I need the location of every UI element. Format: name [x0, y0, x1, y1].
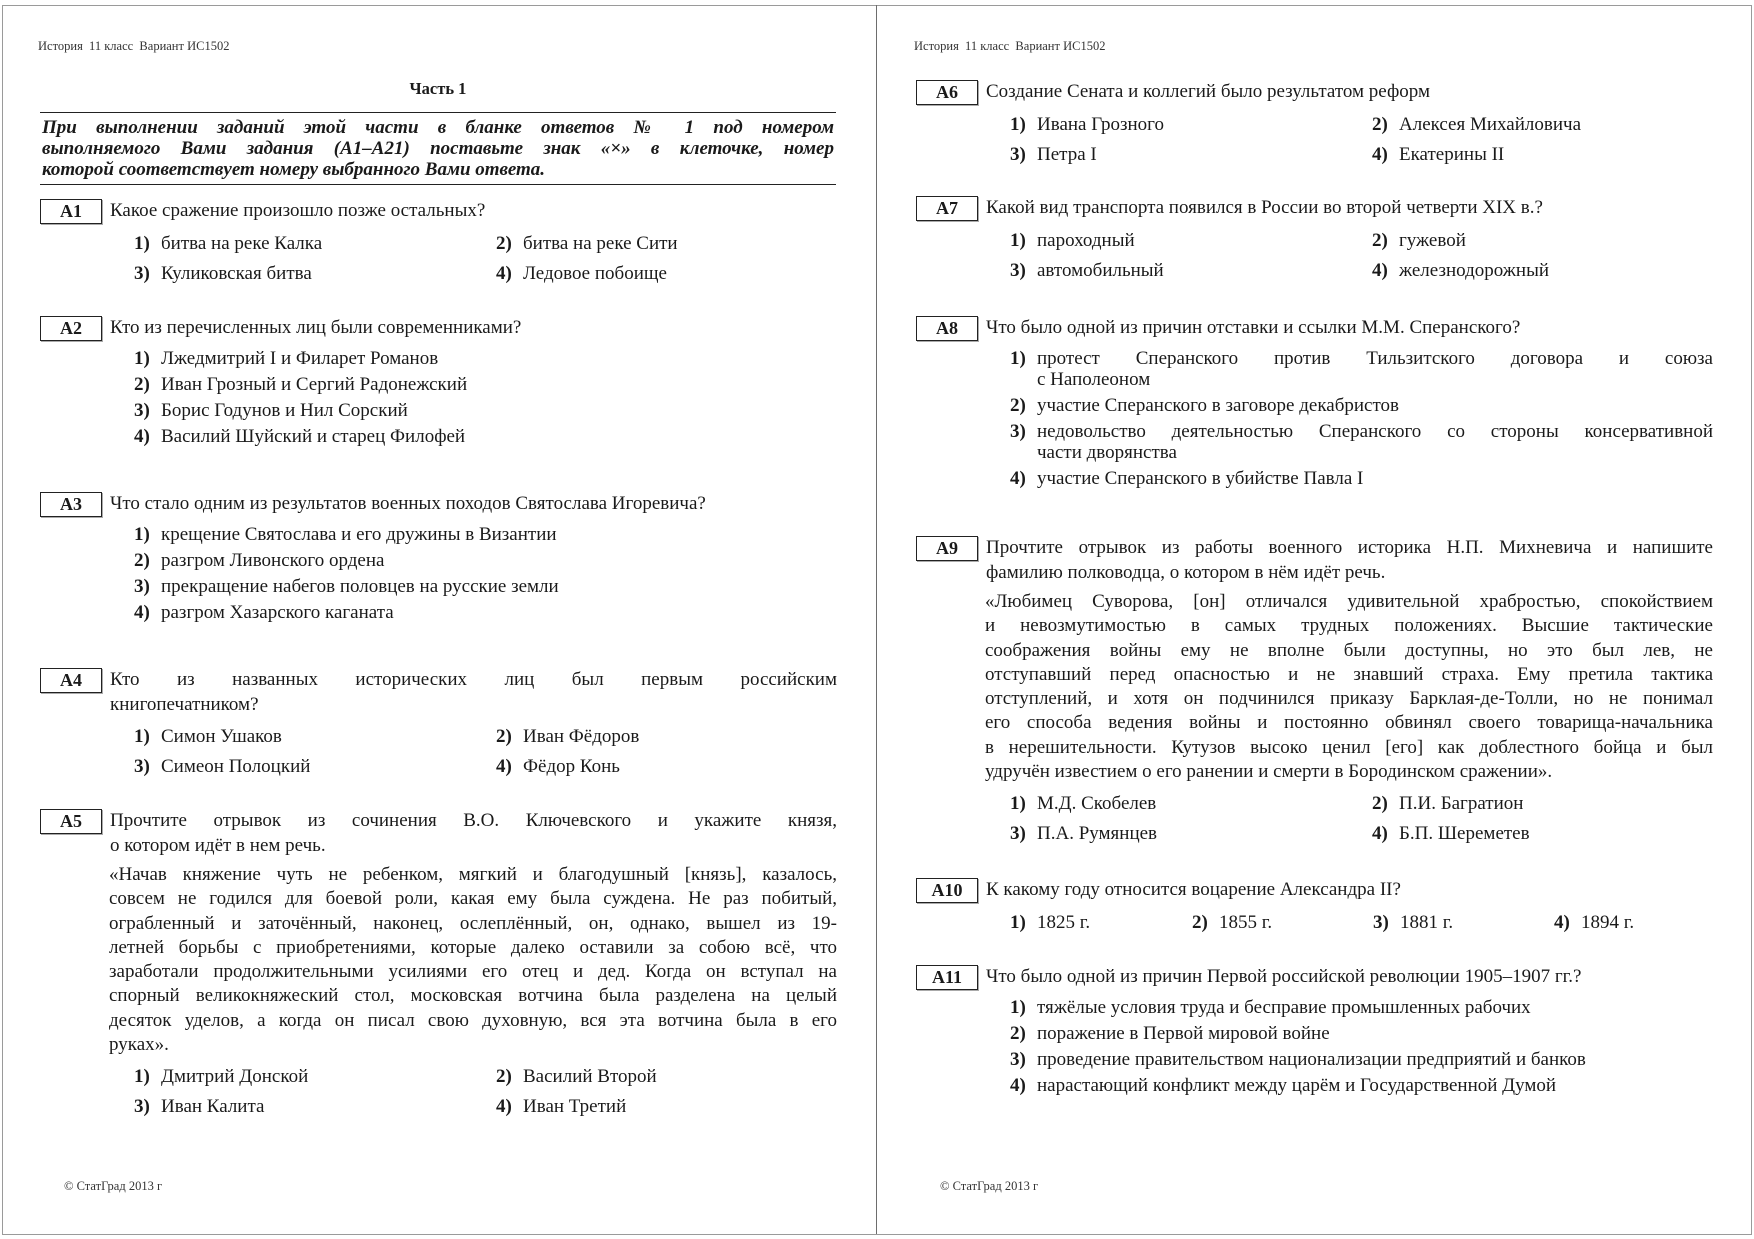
question-row	[916, 965, 1713, 990]
option-text: Иван Третий	[523, 1096, 627, 1118]
question-row	[40, 199, 837, 224]
text-line: отступавший перед опасностью и не знавший страха. Ему претила тактика	[985, 663, 1713, 685]
option-number: 4)	[1372, 144, 1388, 165]
text-line: книгопечатником?	[110, 693, 259, 715]
answer-option[interactable]	[134, 261, 496, 286]
question-text	[986, 965, 1713, 990]
question-text	[110, 199, 837, 224]
text-line: совсем не годился для боевой роли, какая ему была суждена. Не раз побитый,	[109, 888, 837, 910]
option-text: поражение в Первой мировой войне	[1037, 1023, 1330, 1044]
answer-options	[1010, 791, 1713, 846]
option-text: Иван Фёдоров	[523, 726, 640, 747]
option-text: Алексея Михайловича	[1399, 114, 1582, 135]
instructions-line: которой соответствует номеру выбранного Вами ответа.	[42, 159, 546, 180]
question-number-box: А7	[916, 196, 978, 221]
option-number: 2)	[1192, 912, 1208, 933]
option-number: 3)	[134, 263, 150, 284]
option-number: 3)	[134, 576, 150, 597]
option-number: 3)	[1010, 421, 1026, 442]
answer-option[interactable]	[134, 524, 837, 545]
option-text: тяжёлые условия труда и бесправие промышленных рабочих	[1037, 997, 1531, 1018]
text-line: К какому году относится воцарение Александра II?	[986, 879, 1401, 900]
text-line: протест Сперанского против Тильзитского договора и союза	[1037, 348, 1713, 369]
answer-option[interactable]	[134, 374, 837, 395]
question-a6	[916, 80, 1713, 167]
option-text: Лжедмитрий I и Филарет Романов	[161, 348, 439, 369]
answer-option[interactable]	[496, 1094, 837, 1119]
text-line: руках».	[109, 1034, 169, 1056]
text-line: отступлений, и хотя он подчинился приказу Барклая-де-Толли, но не понимал	[985, 688, 1713, 710]
question-row	[916, 80, 1713, 105]
text-line: ограбленный и заточённый, наконец, ослеплённый, он, однако, вышел из 19-	[109, 912, 837, 934]
answer-option[interactable]	[1554, 910, 1713, 935]
answer-options	[134, 1064, 837, 1119]
option-number: 1)	[134, 348, 150, 369]
option-number: 1)	[1010, 793, 1026, 815]
question-text	[110, 492, 837, 517]
answer-option[interactable]	[1010, 1023, 1713, 1044]
answer-option[interactable]	[134, 1094, 496, 1119]
option-text: 1825 г.	[1037, 912, 1091, 933]
answer-option[interactable]	[134, 348, 837, 369]
text-line: Что было одной из причин Первой российской революции 1905–1907 гг.?	[986, 966, 1582, 987]
question-row	[916, 196, 1713, 221]
page-header-right: История 11 класс Вариант ИС1502	[914, 39, 1106, 53]
text-line: Кто из перечисленных лиц были современниками?	[110, 317, 522, 338]
question-number-box: А10	[916, 878, 978, 903]
option-text: проведение правительством национализации предприятий и банков	[1037, 1049, 1586, 1070]
answer-option[interactable]	[1372, 228, 1713, 253]
question-text	[986, 316, 1713, 341]
option-number: 1)	[134, 233, 150, 254]
answer-option[interactable]	[134, 231, 496, 256]
instructions	[42, 117, 834, 180]
option-number: 3)	[1010, 823, 1026, 845]
question-number-box: А3	[40, 492, 102, 517]
answer-option[interactable]	[134, 550, 837, 571]
answer-option[interactable]	[1010, 421, 1713, 463]
option-number: 1)	[1010, 114, 1026, 135]
option-text: Симон Ушаков	[161, 726, 282, 747]
text-line: Создание Сената и коллегий было результатом реформ	[986, 81, 1431, 102]
option-text: разгром Ливонского ордена	[161, 550, 385, 571]
answer-option[interactable]	[134, 400, 837, 421]
option-number: 1)	[134, 726, 150, 747]
answer-options	[134, 524, 837, 623]
page-header-left: История 11 класс Вариант ИС1502	[38, 39, 230, 53]
option-text: битва на реке Сити	[523, 233, 678, 254]
answer-options	[1010, 112, 1713, 167]
rule-bottom	[40, 184, 836, 185]
option-text: Б.П. Шереметев	[1399, 823, 1530, 845]
option-number: 4)	[1372, 260, 1388, 281]
option-text: разгром Хазарского каганата	[161, 602, 394, 623]
text-line: Кто из названных исторических лиц был первым российским	[110, 669, 837, 690]
text-line: удручён известием о его ранении и смерти в Бородинском сражении».	[985, 761, 1553, 783]
footer-left: © СтатГрад 2013 г	[64, 1179, 163, 1193]
option-text: Борис Годунов и Нил Сорский	[161, 400, 408, 421]
question-text	[110, 316, 837, 341]
answer-option[interactable]	[1010, 910, 1192, 935]
option-text: Фёдор Конь	[523, 756, 620, 777]
text-line: Какое сражение произошло позже остальных?	[110, 200, 486, 221]
option-number: 4)	[496, 263, 512, 284]
text-line: недовольство деятельностью Сперанского со стороны консервативной	[1037, 421, 1713, 442]
answer-options	[134, 724, 837, 779]
option-number: 1)	[1010, 230, 1026, 251]
option-number: 1)	[1010, 912, 1026, 933]
question-text	[986, 80, 1713, 105]
option-number: 3)	[1373, 912, 1389, 933]
answer-option[interactable]	[1010, 791, 1372, 816]
text-line: Что было одной из причин отставки и ссылки М.М. Сперанского?	[986, 317, 1521, 338]
option-text	[1037, 348, 1713, 390]
question-row	[916, 536, 1713, 585]
option-text: автомобильный	[1037, 260, 1164, 281]
answer-option[interactable]	[134, 576, 837, 597]
answer-option[interactable]	[1372, 258, 1713, 283]
footer-right: © СтатГрад 2013 г	[940, 1179, 1039, 1193]
option-number: 2)	[134, 550, 150, 571]
option-text: участие Сперанского в убийстве Павла I	[1037, 468, 1364, 489]
question-row	[40, 668, 837, 717]
option-number: 3)	[134, 756, 150, 777]
option-number: 1)	[134, 524, 150, 545]
question-row	[40, 809, 837, 858]
answer-option[interactable]	[1372, 791, 1713, 816]
answer-option[interactable]	[496, 231, 837, 256]
text-line: о котором идёт в нем речь.	[110, 834, 326, 856]
question-a4	[40, 668, 837, 779]
option-number: 4)	[1010, 1075, 1026, 1096]
option-text: железнодорожный	[1399, 260, 1550, 281]
option-number: 4)	[134, 426, 150, 447]
option-text: 1894 г.	[1581, 912, 1635, 933]
option-number: 4)	[1010, 468, 1026, 489]
question-number-box: А8	[916, 316, 978, 341]
option-number: 2)	[134, 374, 150, 395]
rule-top	[40, 112, 836, 113]
quote-passage	[109, 863, 837, 1057]
option-number: 4)	[134, 602, 150, 623]
option-number: 3)	[1010, 144, 1026, 165]
answer-option[interactable]	[1010, 821, 1372, 846]
question-text	[986, 536, 1713, 585]
answer-options	[1010, 997, 1713, 1096]
question-number-box: А6	[916, 80, 978, 105]
answer-option[interactable]	[496, 261, 837, 286]
instructions-line: выполняемого Вами задания (А1–А21) поставьте знак «×» в клеточке, номер	[42, 138, 834, 159]
option-text: прекращение набегов половцев на русские земли	[161, 576, 559, 597]
option-text: Василий Второй	[523, 1066, 657, 1088]
instructions-line: При выполнении заданий этой части в бланке ответов № 1 под номером	[42, 117, 834, 138]
quote-passage	[985, 590, 1713, 784]
answer-option[interactable]	[134, 1064, 496, 1089]
text-line: фамилию полководца, о котором в нём идёт речь.	[986, 561, 1386, 583]
answer-options	[134, 231, 837, 286]
option-text: крещение Святослава и его дружины в Византии	[161, 524, 557, 545]
answer-option[interactable]	[496, 754, 837, 779]
question-a11	[916, 965, 1713, 1096]
question-number-box: А5	[40, 809, 102, 834]
text-line: с Наполеоном	[1037, 369, 1151, 390]
option-number: 3)	[1010, 260, 1026, 281]
option-number: 2)	[1010, 395, 1026, 416]
answer-option[interactable]	[1010, 1049, 1713, 1070]
answer-option[interactable]	[1372, 112, 1713, 137]
option-number: 4)	[1372, 823, 1388, 845]
option-text: Куликовская битва	[161, 263, 312, 284]
option-number: 4)	[1554, 912, 1570, 933]
question-text	[110, 668, 837, 717]
question-a1	[40, 199, 837, 286]
option-number: 2)	[496, 726, 512, 747]
answer-option[interactable]	[1010, 395, 1713, 416]
text-line: Прочтите отрывок из работы военного историка Н.П. Михневича и напишите	[986, 537, 1713, 558]
answer-option[interactable]	[134, 602, 837, 623]
option-number: 3)	[134, 400, 150, 421]
option-text: битва на реке Калка	[161, 233, 323, 254]
answer-option[interactable]	[1372, 142, 1713, 167]
question-number-box: А2	[40, 316, 102, 341]
question-a5	[40, 809, 837, 1119]
text-line: заработали продолжительными усилиями его отец и дед. Когда он вступал на	[109, 961, 837, 983]
option-text	[1037, 421, 1713, 463]
question-number-box: А1	[40, 199, 102, 224]
question-row	[916, 878, 1713, 903]
answer-option[interactable]	[1010, 142, 1372, 167]
question-text	[110, 809, 837, 858]
option-number: 3)	[1010, 1049, 1026, 1070]
question-a2	[40, 316, 837, 447]
option-text: 1855 г.	[1219, 912, 1273, 933]
option-text: П.И. Багратион	[1399, 793, 1524, 815]
option-text: Симеон Полоцкий	[161, 756, 311, 777]
answer-option[interactable]	[1010, 112, 1372, 137]
option-number: 2)	[1372, 114, 1388, 135]
text-line: спорный великокняжеский стол, московская вотчина была разделена на целый	[109, 985, 837, 1007]
answer-option[interactable]	[1010, 1075, 1713, 1096]
answer-option[interactable]	[1372, 821, 1713, 846]
answer-option[interactable]	[134, 724, 496, 749]
option-text: Петра I	[1037, 144, 1097, 165]
answer-option[interactable]	[1010, 468, 1713, 489]
option-number: 2)	[1372, 230, 1388, 251]
question-text	[986, 878, 1713, 903]
question-number-box: А4	[40, 668, 102, 693]
question-a3	[40, 492, 837, 623]
option-number: 3)	[134, 1096, 150, 1118]
text-line: соображения войны ему не вполне были доступны, но это был лев, не	[985, 639, 1713, 661]
text-line: «Начав княжение чуть не ребенком, мягкий и благодушный [князь], казалось,	[109, 864, 837, 885]
option-number: 2)	[496, 233, 512, 254]
option-text: Ивана Грозного	[1037, 114, 1165, 135]
text-line: в нерешительности. Кутузов высоко ценил [его] как доблестного бойца и был	[985, 736, 1713, 758]
text-line: Какой вид транспорта появился в России во второй четверти XIX в.?	[986, 197, 1543, 218]
page-divider	[876, 5, 877, 1234]
text-line: Что стало одним из результатов военных походов Святослава Игоревича?	[110, 493, 706, 514]
option-text: Василий Шуйский и старец Филофей	[161, 426, 466, 447]
option-number: 4)	[496, 1096, 512, 1118]
option-text: Ледовое побоище	[523, 263, 667, 284]
text-line: «Любимец Суворова, [он] отличался удивительной храбростью, спокойствием	[985, 591, 1713, 612]
option-number: 1)	[1010, 348, 1026, 369]
answer-option[interactable]	[1010, 997, 1713, 1018]
question-number-box: А9	[916, 536, 978, 561]
option-text: Екатерины II	[1399, 144, 1505, 165]
answer-option[interactable]	[1010, 228, 1372, 253]
question-a9	[916, 536, 1713, 846]
option-text: Иван Грозный и Сергий Радонежский	[161, 374, 468, 395]
option-number: 1)	[1010, 997, 1026, 1018]
text-line: его способа ведения войны и постоянно обвинял своего товарища-начальника	[985, 712, 1713, 734]
option-text: гужевой	[1399, 230, 1466, 251]
option-text: 1881 г.	[1400, 912, 1454, 933]
answer-option[interactable]	[134, 754, 496, 779]
question-a8	[916, 316, 1713, 489]
option-number: 4)	[496, 756, 512, 777]
option-number: 2)	[1010, 1023, 1026, 1044]
answer-option[interactable]	[1010, 348, 1713, 390]
text-line: Прочтите отрывок из сочинения В.О. Ключевского и укажите князя,	[110, 810, 837, 831]
answer-options	[1010, 910, 1713, 935]
answer-option[interactable]	[496, 724, 837, 749]
option-number: 2)	[496, 1066, 512, 1088]
option-text: Дмитрий Донской	[161, 1066, 309, 1088]
question-row	[40, 316, 837, 341]
question-row	[916, 316, 1713, 341]
answer-option[interactable]	[134, 426, 837, 447]
answer-option[interactable]	[1010, 258, 1372, 283]
answer-options	[134, 348, 837, 447]
text-line: летней борьбы с приобретениями, которые далеко оставили за собою всё, что	[109, 936, 837, 958]
answer-option[interactable]	[496, 1064, 837, 1089]
option-text: нарастающий конфликт между царём и Государственной Думой	[1037, 1075, 1557, 1096]
question-a10	[916, 878, 1713, 935]
question-a7	[916, 196, 1713, 283]
option-text: участие Сперанского в заговоре декабристов	[1037, 395, 1399, 416]
answer-options	[1010, 348, 1713, 489]
option-text: Иван Калита	[161, 1096, 265, 1118]
question-number-box: А11	[916, 965, 978, 990]
answer-options	[1010, 228, 1713, 283]
option-number: 1)	[134, 1066, 150, 1088]
option-number: 2)	[1372, 793, 1388, 815]
option-text: пароходный	[1037, 230, 1135, 251]
question-text	[986, 196, 1713, 221]
text-line: части дворянства	[1037, 442, 1177, 463]
option-text: М.Д. Скобелев	[1037, 793, 1157, 815]
answer-option[interactable]	[1373, 910, 1554, 935]
text-line: и невозмутимостью в самых трудных положениях. Высшие тактические	[985, 615, 1713, 637]
text-line: десяток уделов, а когда он писал свою духовную, вся эта вотчина была в его	[109, 1009, 837, 1031]
part-title: Часть 1	[409, 79, 467, 98]
question-row	[40, 492, 837, 517]
answer-option[interactable]	[1192, 910, 1373, 935]
option-text: П.А. Румянцев	[1037, 823, 1158, 845]
